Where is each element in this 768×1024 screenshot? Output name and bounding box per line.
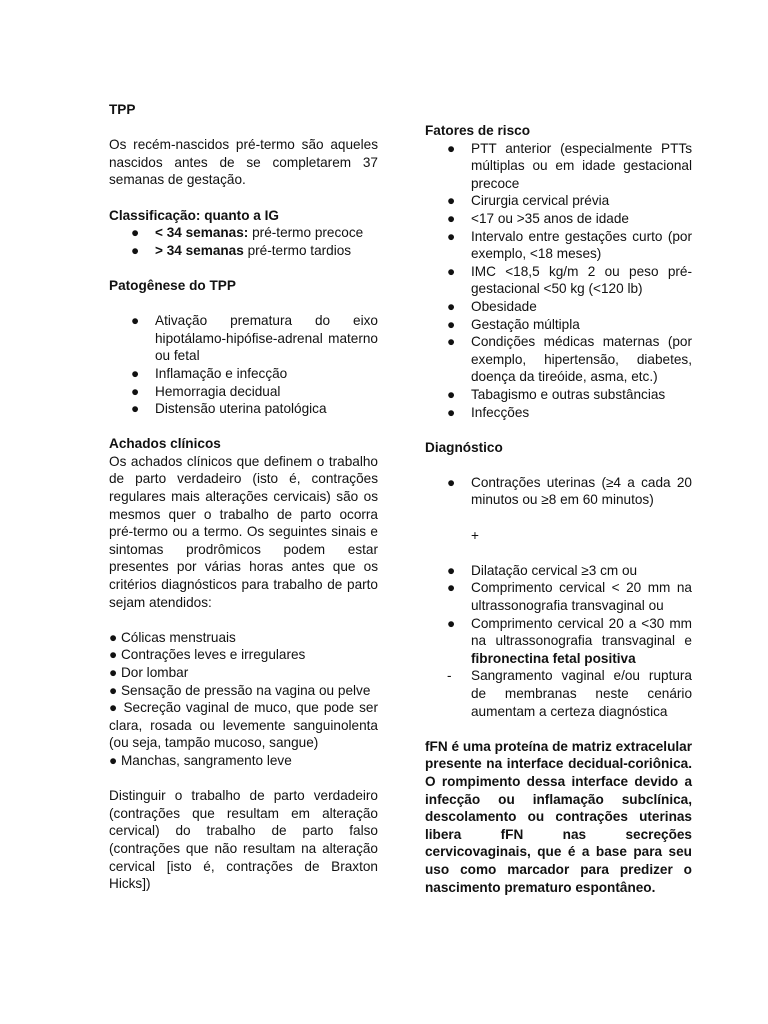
list-item: ● Comprimento cervical < 20 mm na ultrassonografia transvaginal ou <box>447 580 692 614</box>
bullet-icon: ● <box>131 383 140 399</box>
bullet-icon: ● <box>447 404 456 420</box>
distinguir-paragraph: Distinguir o trabalho de parto verdadeiro (contrações que resultam em alteração cervical) do trabalho de parto falso (contrações que não resultam na alteração cervical [isto é, contrações de Braxton Hicks]) <box>109 788 378 892</box>
list-item: ● Dilatação cervical ≥3 cm ou <box>447 562 638 578</box>
title: TPP <box>109 102 136 117</box>
sinal-item: ● Contrações leves e irregulares <box>109 647 306 663</box>
sinal-item: ● Dor lombar <box>109 665 189 680</box>
dash-icon: - <box>447 668 452 684</box>
achados-heading: Achados clínicos <box>109 436 221 452</box>
bullet-icon: ● <box>131 225 140 241</box>
bullet-icon: ● <box>447 474 456 490</box>
bullet-icon: ● <box>447 140 456 156</box>
bullet-icon: ● <box>131 401 140 417</box>
bullet-icon: ● <box>131 242 140 258</box>
right-column <box>425 122 692 896</box>
list-item: ● Contrações uterinas (≥4 a cada 20 minutos ou ≥8 em 60 minutos) <box>447 474 692 508</box>
bullet-icon: ● <box>447 298 456 314</box>
list-item: ● > 34 semanas pré-termo tardios <box>131 242 352 258</box>
bullet-icon: ● <box>131 313 140 329</box>
bullet-icon: ● <box>447 228 456 244</box>
list-item: ● Ativação prematura do eixo hipotálamo-hipófise-adrenal materno ou fetal <box>131 313 378 364</box>
achados-paragraph: Os achados clínicos que definem o trabalho de parto verdadeiro (isto é, contrações regulares mais alterações cervicais) são os mesmos quer o trabalho de parto ocorra pré-termo ou a termo. Os seguintes sinais e sintomas prodrômicos podem estar presentes por várias horas antes que os critérios diagnósticos para trabalho de parto sejam atendidos: <box>109 453 378 610</box>
list-item: ● Infecções <box>447 404 530 420</box>
bullet-icon: ● <box>447 210 456 226</box>
bullet-icon: ● <box>447 316 456 332</box>
bullet-icon: ● <box>447 615 456 631</box>
bullet-icon: ● <box>447 193 456 209</box>
bullet-icon: ● <box>447 580 456 596</box>
intro-paragraph: Os recém-nascidos pré-termo são aqueles nascidos antes de se completarem 37 semanas de gestação. <box>109 137 378 188</box>
sinal-item: ● Secreção vaginal de muco, que pode ser clara, rosada ou levemente sanguinolenta (ou seja, tampão mucoso, sangue) <box>109 700 378 751</box>
list-item: - Sangramento vaginal e/ou ruptura de membranas neste cenário aumentam a certeza diagnóstica <box>447 668 692 719</box>
sinal-item: ● Sensação de pressão na vagina ou pelve <box>109 682 371 698</box>
bullet-icon: ● <box>447 263 456 279</box>
list-item: ● Comprimento cervical 20 a <30 mm na ultrassonografia transvaginal e fibronectina fetal positiva <box>447 615 692 666</box>
list-item: ● Hemorragia decidual <box>131 383 281 399</box>
sinal-item: ● Cólicas menstruais <box>109 629 236 645</box>
plus-sign: + <box>471 527 479 543</box>
fatores-heading: Fatores de risco <box>425 123 531 138</box>
list-item: ● <17 ou >35 anos de idade <box>447 210 629 226</box>
left-column <box>109 101 378 893</box>
list-item: ● Gestação múltipla <box>447 316 580 332</box>
diagnostico-heading: Diagnóstico <box>425 439 503 455</box>
list-item: ● Condições médicas maternas (por exemplo, hipertensão, diabetes, doença da tireóide, asma, etc.) <box>447 334 692 385</box>
list-item: ● PTT anterior (especialmente PTTs múltiplas ou em idade gestacional precoce <box>447 140 692 191</box>
list-item: ● Tabagismo e outras substâncias <box>447 386 666 402</box>
list-item: ● Inflamação e infecção <box>131 365 288 381</box>
bullet-icon: ● <box>447 562 456 578</box>
classificacao-heading: Classificação: quanto a IG <box>109 207 279 223</box>
bullet-icon: ● <box>447 334 456 350</box>
list-item: ● Cirurgia cervical prévia <box>447 193 610 209</box>
bullet-icon: ● <box>447 386 456 402</box>
list-item: ● < 34 semanas: pré-termo precoce <box>131 225 364 241</box>
patogenese-heading: Patogênese do TPP <box>109 277 236 293</box>
list-item: ● IMC <18,5 kg/m 2 ou peso pré-gestacional <50 kg (<120 lb) <box>447 263 692 297</box>
list-item: ● Distensão uterina patológica <box>131 401 327 417</box>
list-item: ● Obesidade <box>447 298 537 314</box>
sinal-item: ● Manchas, sangramento leve <box>109 752 292 768</box>
bullet-icon: ● <box>131 365 140 381</box>
fFN-paragraph: fFN é uma proteína de matriz extracelular presente na interface decidual-coriônica. O rompimento dessa interface devido a infecção ou inflamação subclínica, descolamento ou contrações uterinas libera fFN nas secreções cervicovaginais, que é a base para seu uso como marcador para predizer o nascimento prematuro espontâneo. <box>425 738 692 895</box>
list-item: ● Intervalo entre gestações curto (por exemplo, <18 meses) <box>447 228 692 262</box>
